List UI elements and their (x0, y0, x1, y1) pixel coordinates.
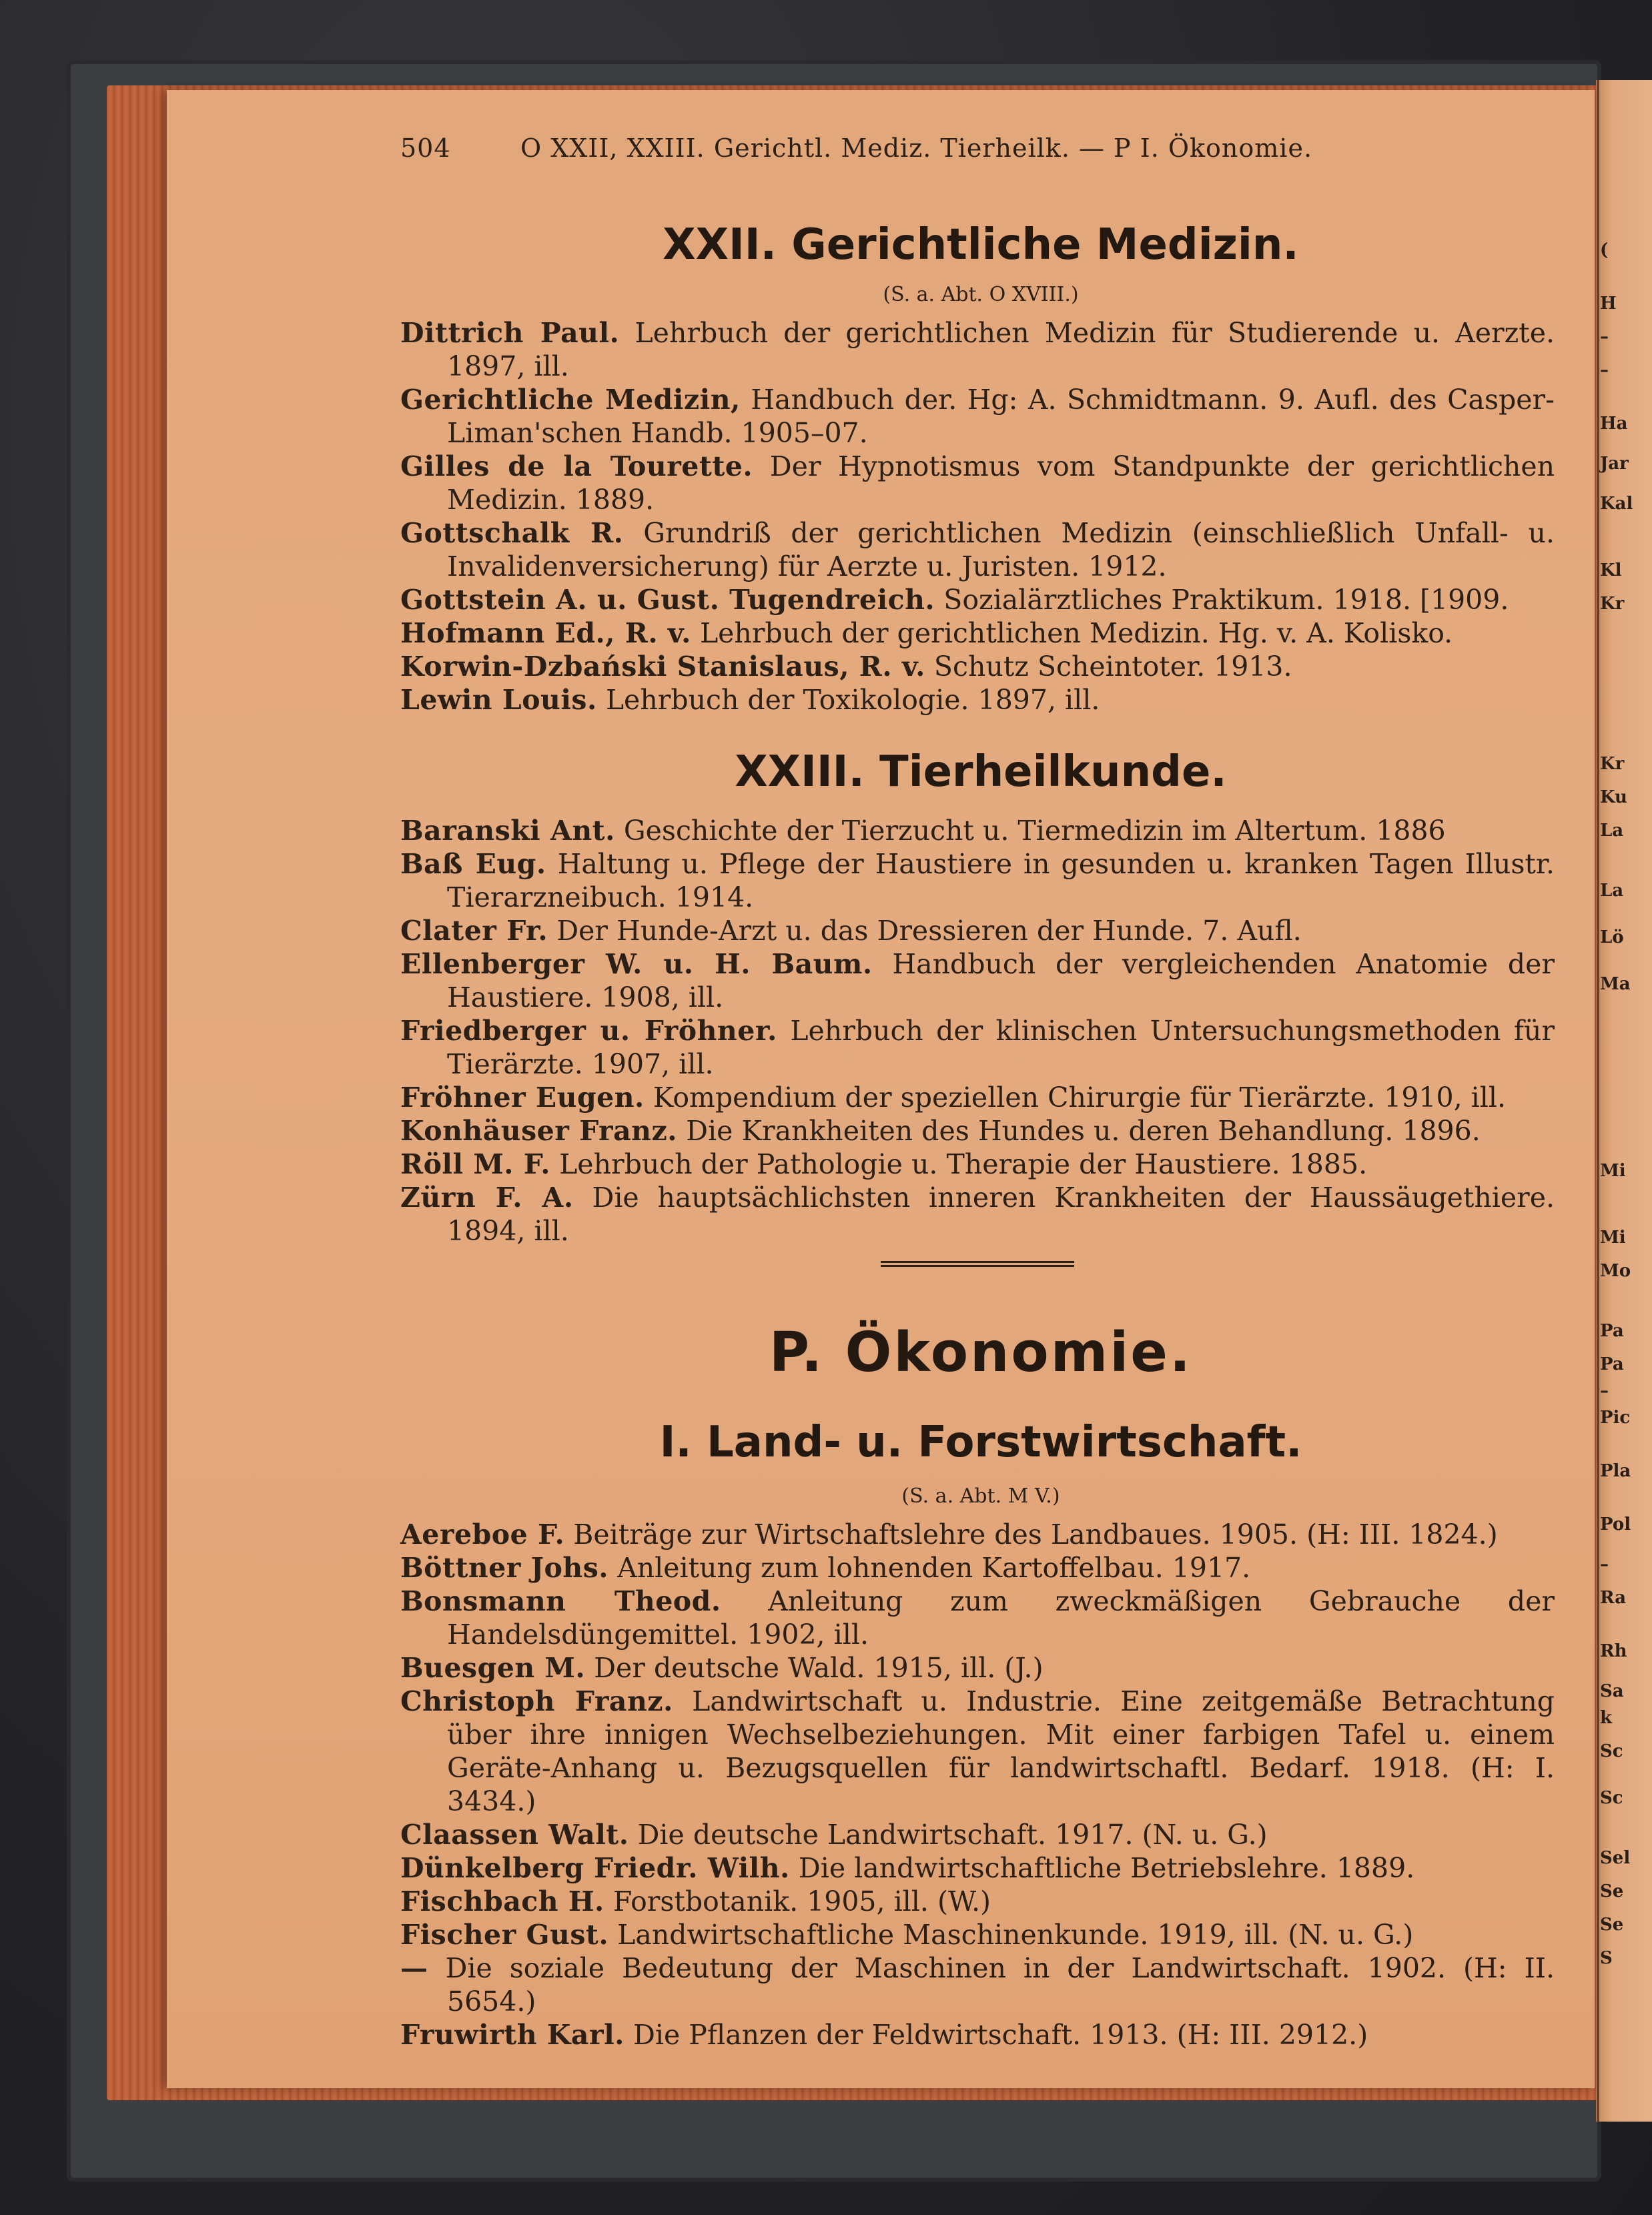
entry-author: Dünkelberg Friedr. Wilh. (400, 1852, 790, 1884)
edge-text: H (1600, 294, 1617, 314)
bibliography-entry (400, 1148, 1555, 1181)
edge-text: Mo (1600, 1261, 1631, 1281)
page-number: 504 (400, 133, 451, 163)
bibliography-entry (400, 2018, 1555, 2052)
entry-text: Kompendium der speziellen Chirurgie für Tierärzte. 1910, ill. (644, 1081, 1507, 1114)
bibliography-entry (400, 583, 1555, 616)
entry-author: Dittrich Paul. (400, 317, 620, 349)
bibliography-entry (400, 1951, 1555, 2018)
bibliography-entry (400, 947, 1555, 1014)
edge-text: Kr (1600, 754, 1625, 774)
entry-author: Buesgen M. (400, 1652, 586, 1684)
subsection-heading: I. Land- u. Forstwirtschaft. (659, 1418, 1302, 1467)
entry-text: Die Krankheiten des Hundes u. deren Behandlung. 1896. (677, 1115, 1481, 1147)
edge-text: Ma (1600, 974, 1631, 994)
edge-text: La (1600, 881, 1624, 901)
bibliography-entry (400, 1818, 1555, 1851)
entry-text: Lehrbuch der Pathologie u. Therapie der Haustiere. 1885. (550, 1148, 1368, 1180)
edge-text: Se (1600, 1915, 1624, 1935)
entry-author: Gottstein A. u. Gust. Tugendreich. (400, 584, 935, 616)
edge-text: Ha (1600, 414, 1628, 434)
edge-text: k (1600, 1708, 1613, 1728)
entry-text: Lehrbuch der gerichtlichen Medizin für Studierende u. Aerzte. 1897, ill. (447, 317, 1555, 382)
bibliography-entry (400, 814, 1555, 847)
entry-author: Gilles de la Tourette. (400, 450, 753, 482)
entry-author: Gottschalk R. (400, 517, 624, 549)
entry-author: Baranski Ant. (400, 815, 615, 847)
entry-text: Forstbotanik. 1905, ill. (W.) (604, 1885, 991, 1917)
edge-text: Jar (1600, 454, 1629, 474)
edge-text: Se (1600, 1881, 1624, 1901)
edge-text: Sc (1600, 1788, 1623, 1808)
entry-author: Fröhner Eugen. (400, 1081, 645, 1114)
edge-text: – (1600, 360, 1609, 380)
entry-author: Claassen Walt. (400, 1819, 629, 1851)
bibliography-entry (400, 1114, 1555, 1148)
edge-text: Pic (1600, 1408, 1631, 1428)
cross-reference: (S. a. Abt. M V.) (901, 1484, 1060, 1508)
bibliography-entry (400, 383, 1555, 450)
entry-text: Anleitung zum zweckmäßigen Gebrauche der Handelsdüngemittel. 1902, ill. (447, 1585, 1555, 1651)
bibliography-entry (400, 1181, 1555, 1248)
entry-author: Christoph Franz. (400, 1685, 673, 1717)
entry-author: Korwin-Dzbański Stanislaus, R. v. (400, 650, 925, 683)
entry-text: Der Hunde-Arzt u. das Dressieren der Hunde. 7. Aufl. (548, 915, 1302, 947)
entry-author: Fischbach H. (400, 1885, 604, 1917)
bibliography-entry (400, 1685, 1555, 1818)
edge-text: La (1600, 821, 1624, 841)
bibliography-entry (400, 1081, 1555, 1114)
entry-author: Clater Fr. (400, 915, 548, 947)
entry-text: Die soziale Bedeutung der Maschinen in der Landwirtschaft. 1902. (H: II. 5654.) (428, 1952, 1555, 2018)
edge-text: Ra (1600, 1588, 1627, 1608)
entry-author: Böttner Johs. (400, 1552, 609, 1584)
bibliography-entry (400, 316, 1555, 383)
entry-text: Handbuch der. Hg: A. Schmidtmann. 9. Aufl. des Casper-Liman'schen Handb. 1905–07. (447, 384, 1555, 449)
entry-text: Lehrbuch der gerichtlichen Medizin. Hg. v. A. Kolisko. (691, 617, 1453, 649)
entry-text: Die Pflanzen der Feldwirtschaft. 1913. (H: III. 2912.) (624, 2019, 1368, 2051)
edge-text: – (1600, 327, 1609, 347)
entry-text: Anleitung zum lohnenden Kartoffelbau. 1917. (608, 1552, 1251, 1584)
page-gutter (1597, 80, 1599, 2122)
entry-text: Haltung u. Pflege der Haustiere in gesunden u. kranken Tagen Illustr. Tierarzneibuch. 1914. (447, 848, 1555, 913)
adjacent-page-edge (1596, 80, 1652, 2122)
part-heading: P. Ökonomie. (769, 1321, 1193, 1384)
edge-text: ( (1600, 240, 1609, 260)
entry-text: Der deutsche Wald. 1915, ill. (J.) (585, 1652, 1044, 1684)
edge-text: Ku (1600, 787, 1627, 807)
entry-text: Landwirtschaft u. Industrie. Eine zeitgemäße Betrachtung über ihre innigen Wechselbeziehungen. Mit einer farbigen Tafel u. einem Geräte-Anhang u. Bezugsquellen für landwirtschaftl. Bedarf. 1918. (H: I. 3434.) (447, 1685, 1555, 1817)
entry-text: Geschichte der Tierzucht u. Tiermedizin im Altertum. 1886 (614, 815, 1446, 847)
bibliography-entry (400, 914, 1555, 947)
edge-text: Pa (1600, 1321, 1624, 1341)
entry-author: Friedberger u. Fröhner. (400, 1015, 777, 1047)
entry-author: Baß Eug. (400, 848, 546, 880)
running-title: O XXII, XXIII. Gerichtl. Mediz. Tierheilk. — P I. Ökonomie. (520, 133, 1313, 163)
bibliography-entry (400, 1918, 1555, 1951)
edge-text: Pa (1600, 1354, 1624, 1374)
entry-author: — (400, 1952, 428, 1984)
entry-author: Gerichtliche Medizin, (400, 384, 741, 416)
entry-author: Ellenberger W. u. H. Baum. (400, 948, 873, 980)
bibliography-entry (400, 1551, 1555, 1585)
bibliography-entry (400, 616, 1555, 650)
bibliography-entry (400, 516, 1555, 583)
entry-author: Fischer Gust. (400, 1919, 609, 1951)
entry-text: Grundriß der gerichtlichen Medizin (einschließlich Unfall- u. Invalidenversicherung) für Aerzte u. Juristen. 1912. (447, 517, 1555, 582)
edge-text: Pla (1600, 1461, 1631, 1481)
entry-text: Handbuch der vergleichenden Anatomie der Haustiere. 1908, ill. (447, 948, 1555, 1013)
entry-text: Die deutsche Landwirtschaft. 1917. (N. u. G.) (629, 1819, 1268, 1851)
entry-text: Landwirtschaftliche Maschinenkunde. 1919, ill. (N. u. G.) (608, 1919, 1414, 1951)
entry-text: Die hauptsächlichsten inneren Krankheiten der Haussäugethiere. 1894, ill. (447, 1182, 1555, 1247)
bibliography-entry (400, 1885, 1555, 1918)
edge-text: Lö (1600, 927, 1624, 947)
edge-text: Sa (1600, 1681, 1624, 1701)
bibliography-entry (400, 650, 1555, 683)
entry-author: Lewin Louis. (400, 684, 597, 716)
bibliography-entry (400, 683, 1555, 717)
entry-text: Beiträge zur Wirtschaftslehre des Landbaues. 1905. (H: III. 1824.) (564, 1518, 1498, 1550)
entry-text: Schutz Scheintoter. 1913. (925, 650, 1292, 683)
entry-author: Zürn F. A. (400, 1182, 574, 1214)
edge-text: Sel (1600, 1848, 1631, 1868)
page-content (400, 127, 1561, 2062)
entry-text: Lehrbuch der klinischen Untersuchungsmethoden für Tierärzte. 1907, ill. (447, 1015, 1555, 1080)
bibliography-entry (400, 1851, 1555, 1885)
edge-text: Kr (1600, 594, 1625, 614)
entry-author: Röll M. F. (400, 1148, 551, 1180)
edge-text: Rh (1600, 1641, 1627, 1661)
section-divider (881, 1261, 1074, 1267)
edge-text: Pol (1600, 1514, 1631, 1534)
edge-text: Kal (1600, 494, 1633, 514)
edge-text: Mi (1600, 1161, 1626, 1181)
edge-text: – (1600, 1555, 1609, 1575)
section-heading: XXII. Gerichtliche Medizin. (663, 220, 1299, 270)
entry-text: Der Hypnotismus vom Standpunkte der gerichtlichen Medizin. 1889. (447, 450, 1555, 516)
edge-text: – (1600, 1381, 1609, 1401)
entry-author: Konhäuser Franz. (400, 1115, 678, 1147)
entry-author: Hofmann Ed., R. v. (400, 617, 691, 649)
entry-text: Sozialärztliches Praktikum. 1918. [1909. (935, 584, 1509, 616)
running-head (400, 133, 1561, 173)
edge-text: S (1600, 1948, 1613, 1968)
bibliography-entry (400, 1518, 1555, 1551)
section-heading: XXIII. Tierheilkunde. (735, 747, 1227, 797)
entry-text: Die landwirtschaftliche Betriebslehre. 1889. (789, 1852, 1415, 1884)
entry-author: Fruwirth Karl. (400, 2019, 625, 2051)
edge-text: Sc (1600, 1741, 1623, 1761)
edge-text: Mi (1600, 1228, 1626, 1248)
cross-reference: (S. a. Abt. O XVIII.) (883, 283, 1079, 306)
bibliography-entry (400, 1014, 1555, 1081)
bibliography-entry (400, 1585, 1555, 1651)
bibliography-entry (400, 847, 1555, 914)
entry-text: Lehrbuch der Toxikologie. 1897, ill. (596, 684, 1100, 716)
entry-author: Bonsmann Theod. (400, 1585, 721, 1617)
edge-text: Kl (1600, 560, 1622, 580)
bibliography-entry (400, 1651, 1555, 1685)
entry-author: Aereboe F. (400, 1518, 565, 1550)
bibliography-entry (400, 450, 1555, 516)
